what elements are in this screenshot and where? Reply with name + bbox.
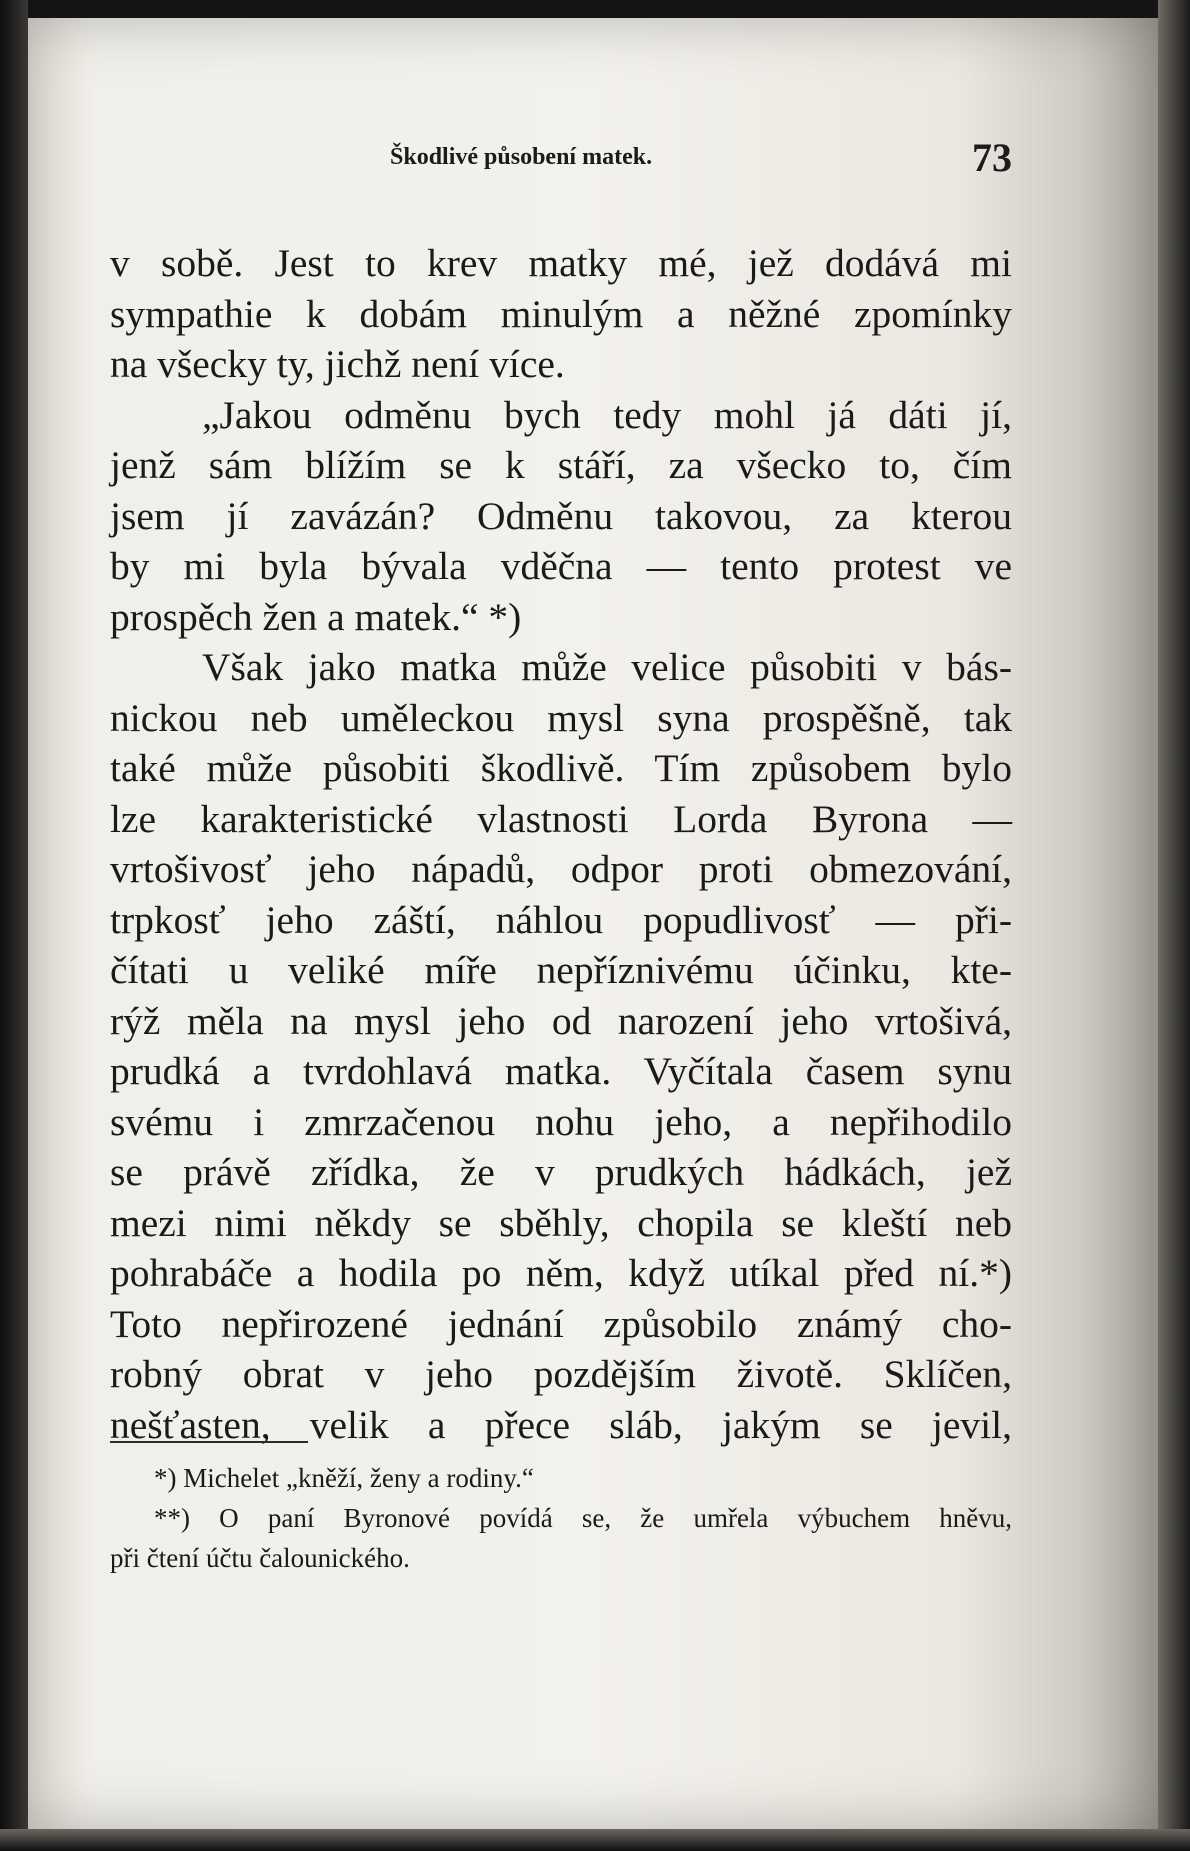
text-line: trpkosť jeho záští, náhlou popudlivosť — při-	[110, 897, 1012, 942]
text-line: mezi nimi někdy se sběhly, chopila se kleští neb	[110, 1200, 1012, 1245]
footnote: **) O paní Byronové povídá se, že umřela výbuchem hněvu,	[154, 1503, 1012, 1533]
text-line: jsem jí zavázán? Odměnu takovou, za kterou	[110, 493, 1012, 538]
main-text	[110, 238, 1012, 1450]
text-line: Toto nepřirozené jednání způsobilo známý cho-	[110, 1301, 1012, 1346]
text-line: sympathie k dobám minulým a něžné zpomínky	[110, 291, 1012, 336]
text-line: lze karakteristické vlastnosti Lorda Byrona —	[110, 796, 1012, 841]
page-header	[110, 135, 1012, 180]
footnote: *) Michelet „kněží, ženy a rodiny.“	[154, 1463, 534, 1493]
text-line: robný obrat v jeho pozdějším životě. Sklíčen,	[110, 1352, 1012, 1396]
text-line: Však jako matka může velice působiti v bás-	[202, 645, 1012, 689]
footnote-separator	[110, 1441, 308, 1443]
text-line: také může působiti škodlivě. Tím způsobem bylo	[110, 746, 1012, 790]
footnote-continuation: při čtení účtu čalounického.	[110, 1543, 410, 1573]
text-line: jenž sám blížím se k stáří, za všecko to, čím	[110, 443, 1012, 487]
text-line: svému i zmrzačenou nohu jeho, a nepřihodilo	[110, 1099, 1012, 1144]
text-line: rýž měla na mysl jeho od narození jeho vrtošivá,	[110, 998, 1012, 1043]
text-line: pohrabáče a hodila po něm, když utíkal před ní.*)	[110, 1251, 1012, 1295]
footnotes	[110, 1458, 1012, 1578]
book-binding-edge	[0, 0, 28, 1851]
page-bottom-edge	[0, 1829, 1190, 1851]
page-number: 73	[972, 135, 1012, 180]
text-line: nešťasten, velik a přece sláb, jakým se jevil,	[110, 1402, 1012, 1447]
text-line: nickou neb uměleckou mysl syna prospěšně, tak	[110, 695, 1012, 740]
text-line: čítati u veliké míře nepříznivému účinku, kte-	[110, 948, 1012, 992]
text-line: „Jakou odměnu bych tedy mohl já dáti jí,	[202, 392, 1012, 437]
text-line: vrtošivosť jeho nápadů, odpor proti obmezování,	[110, 847, 1012, 891]
page-outer-edge	[1158, 0, 1190, 1851]
text-line: by mi byla bývala vděčna — tento protest ve	[110, 544, 1012, 588]
text-line: se právě zřídka, že v prudkých hádkách, jež	[110, 1150, 1012, 1194]
text-line: prospěch žen a matek.“ *)	[110, 594, 522, 639]
running-head: Škodlivé působení matek.	[390, 144, 653, 170]
text-line: prudká a tvrdohlavá matka. Vyčítala časem synu	[110, 1049, 1012, 1093]
text-line: v sobě. Jest to krev matky mé, jež dodává mi	[110, 241, 1012, 285]
text-line: na všecky ty, jichž není více.	[110, 342, 565, 386]
